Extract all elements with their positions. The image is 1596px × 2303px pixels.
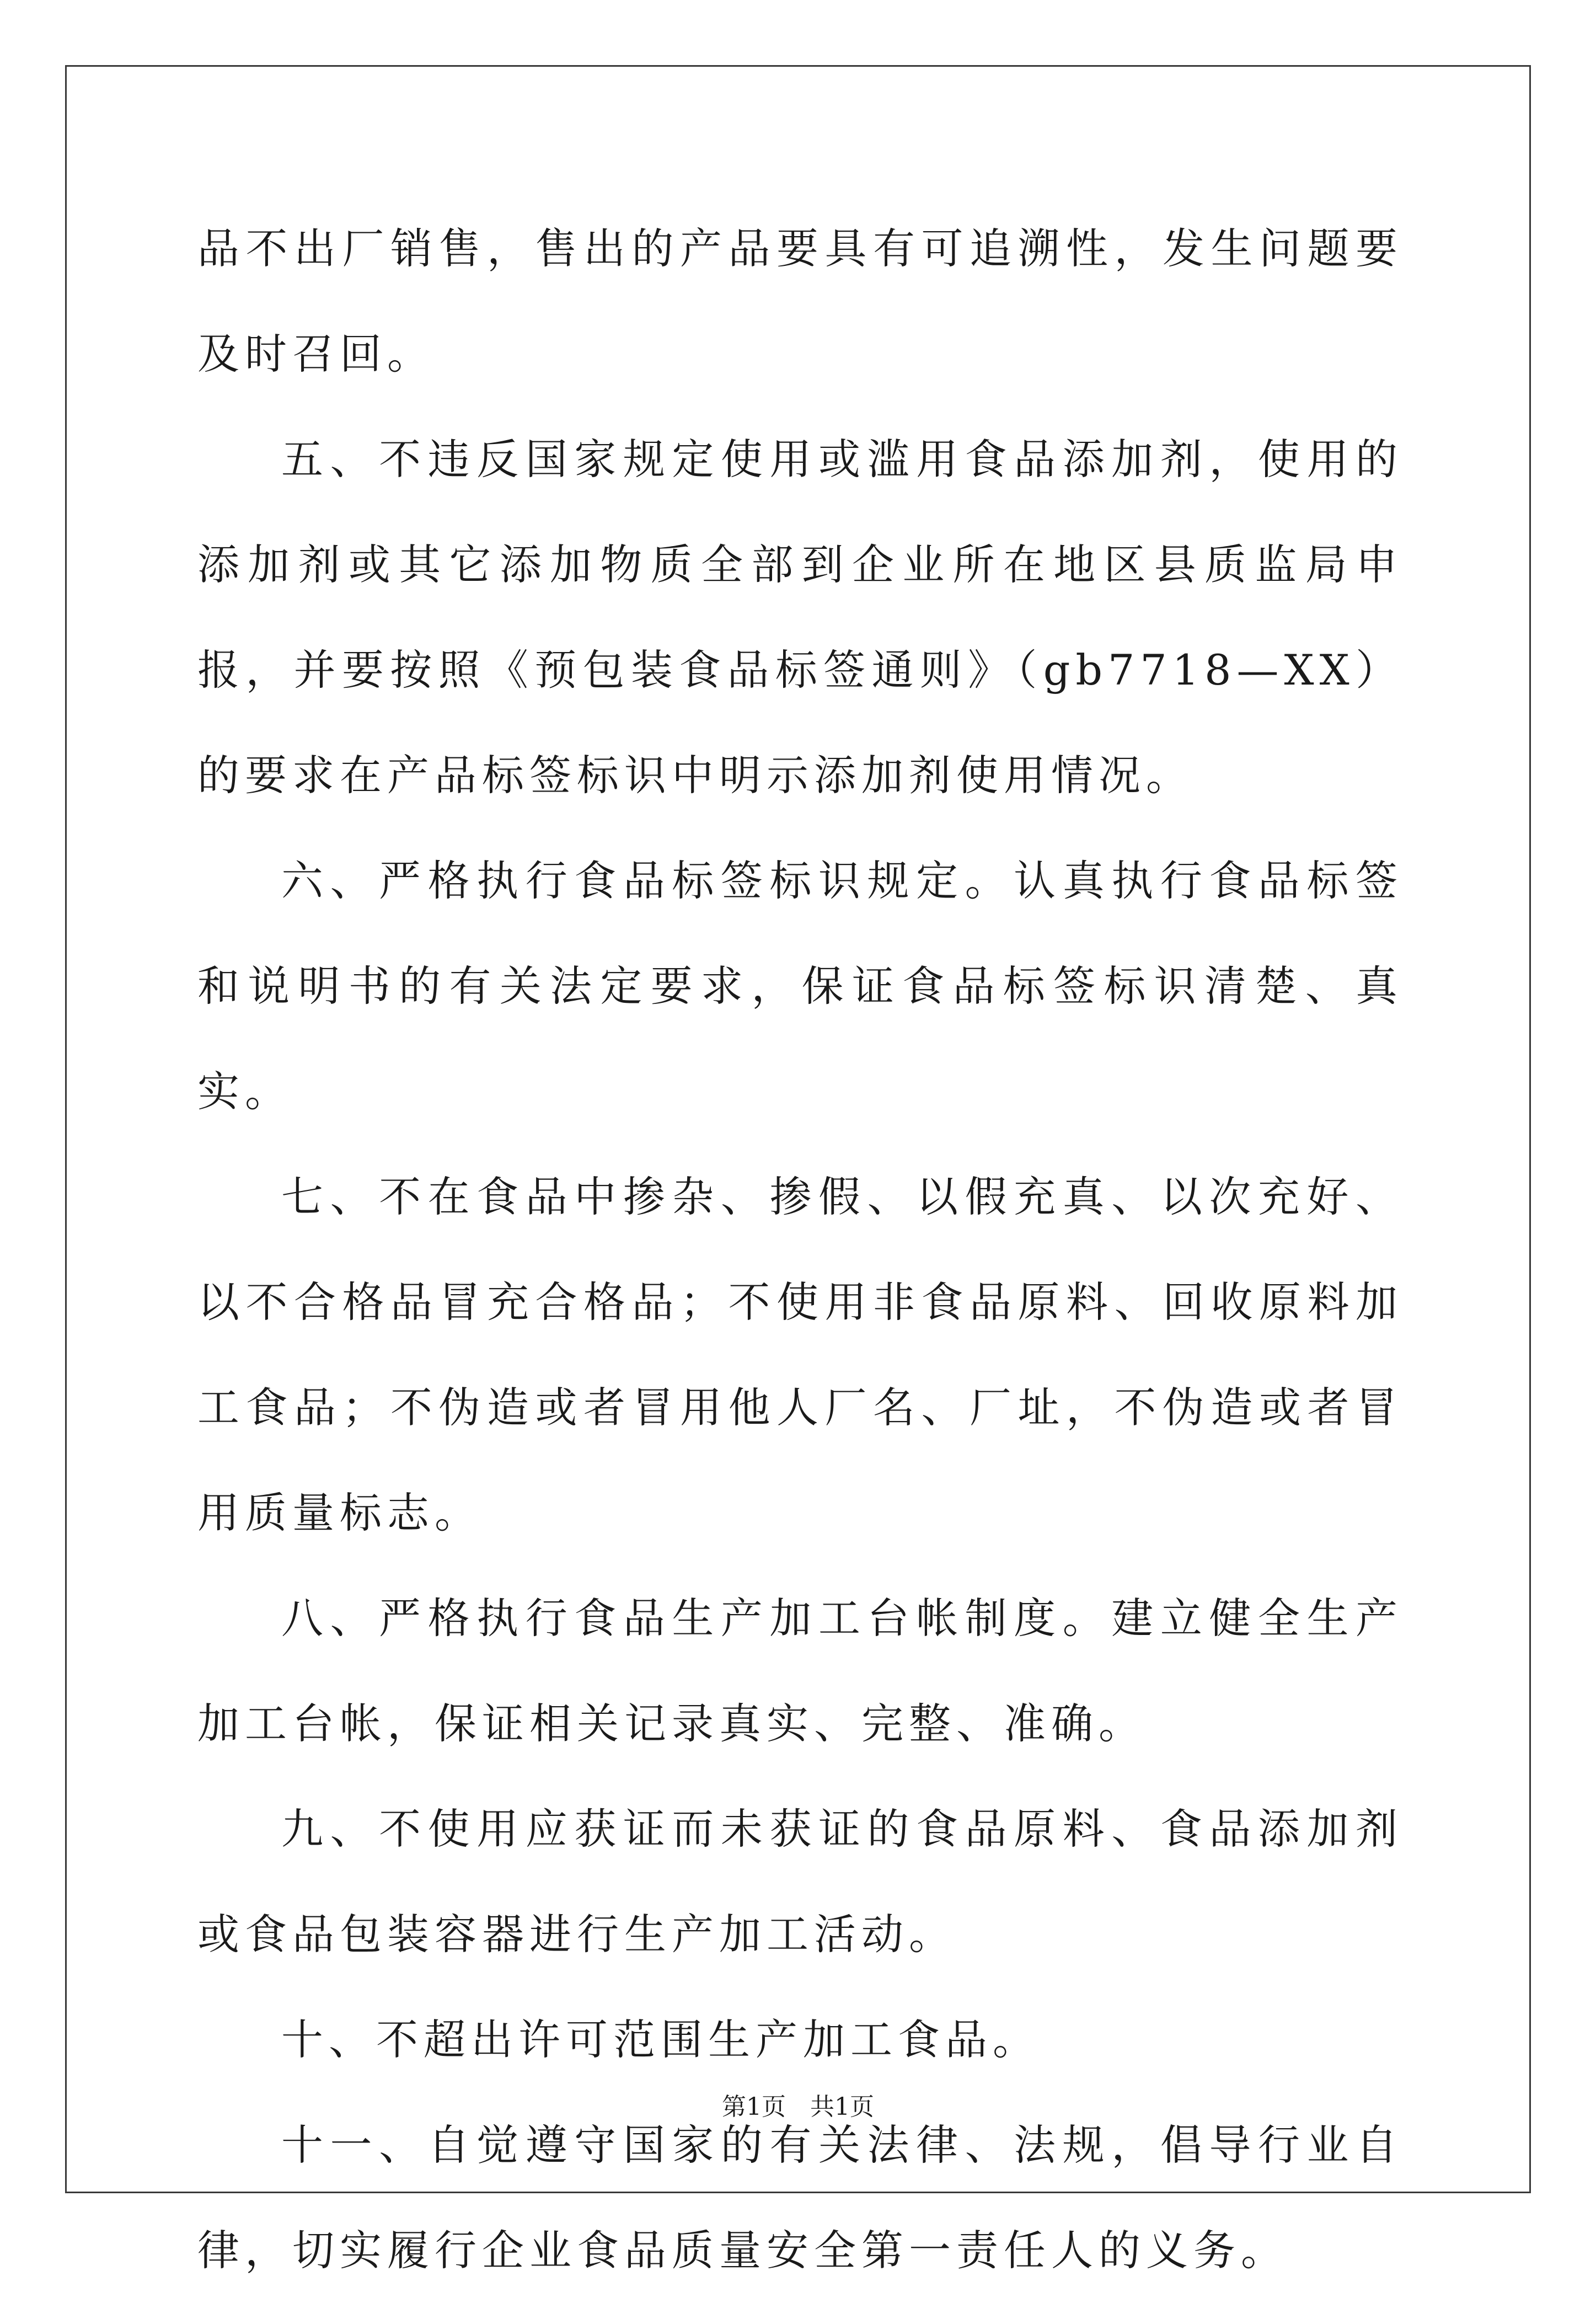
paragraph-item-5: 五、不违反国家规定使用或滥用食品添加剂，使用的添加剂或其它添加物质全部到企业所在地区县质监局申报，并要按照《预包装食品标签通则》（gb7718—XX）的要求在产品标签标识中明示添加剂使用情况。 — [197, 435, 1403, 800]
paragraph-item-6: 六、严格执行食品标签标识规定。认真执行食品标签和说明书的有关法定要求，保证食品标签标识清楚、真实。 — [197, 856, 1403, 1116]
paragraph-item-9: 九、不使用应获证而未获证的食品原料、食品添加剂或食品包装容器进行生产加工活动。 — [197, 1804, 1403, 1959]
document-body — [197, 196, 1403, 2303]
paragraph-item-8: 八、严格执行食品生产加工台帐制度。建立健全生产加工台帐，保证相关记录真实、完整、准确。 — [197, 1594, 1403, 1748]
paragraph-item-11: 十一、自觉遵守国家的有关法律、法规，倡导行业自律，切实履行企业食品质量安全第一责任人的义务。 — [197, 2120, 1403, 2275]
paragraph-item-7: 七、不在食品中掺杂、掺假、以假充真、以次充好、以不合格品冒充合格品；不使用非食品原料、回收原料加工食品；不伪造或者冒用他人厂名、厂址，不伪造或者冒用质量标志。 — [197, 1172, 1403, 1537]
paragraph-continuation: 品不出厂销售，售出的产品要具有可追溯性，发生问题要及时召回。 — [197, 224, 1403, 378]
page-footer: 第1页 共1页 — [722, 2093, 874, 2121]
paragraph-item-10: 十、不超出许可范围生产加工食品。 — [281, 2015, 1040, 2064]
